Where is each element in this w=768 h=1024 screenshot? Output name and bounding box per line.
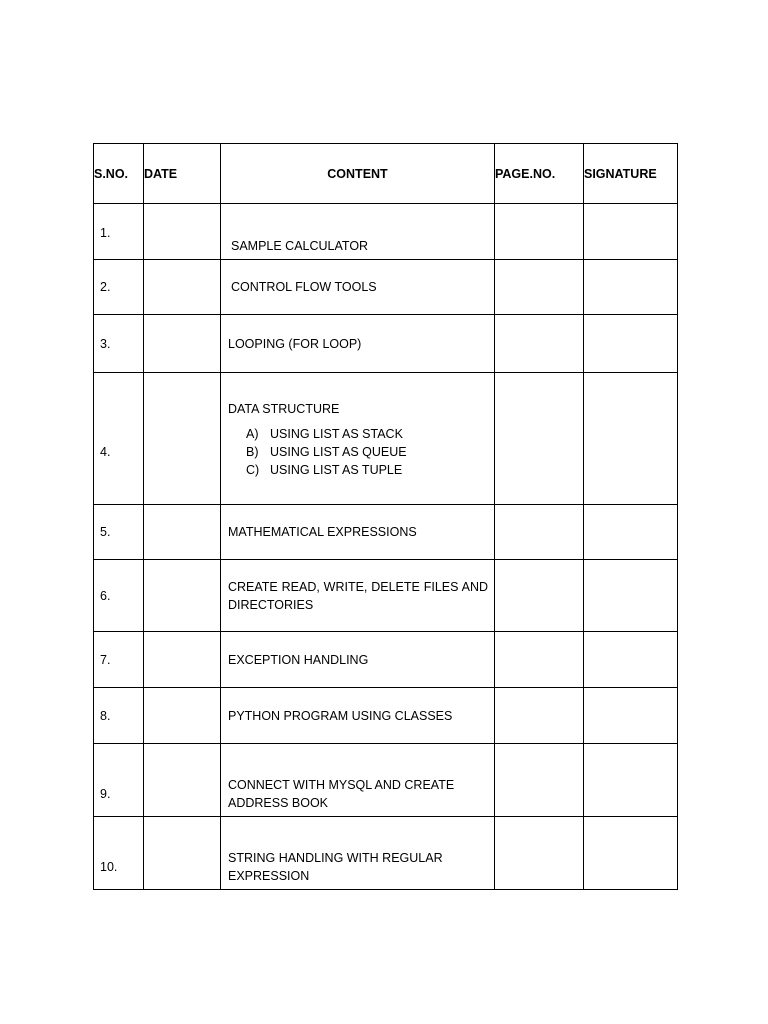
list-item-text: USING LIST AS TUPLE: [270, 462, 403, 477]
content-cell: [221, 744, 495, 817]
sno-cell: [94, 688, 144, 744]
list-item-text: USING LIST AS STACK: [270, 426, 403, 441]
table-row: [94, 373, 678, 505]
row-sno: 5.: [100, 525, 111, 539]
page-no-cell: [495, 315, 584, 373]
row-content: [221, 822, 494, 885]
row-content-line: CONNECT WITH MYSQL AND CREATE: [228, 777, 455, 792]
sno-cell: [94, 315, 144, 373]
table-row: [94, 315, 678, 373]
row-content: EXCEPTION HANDLING: [228, 652, 369, 667]
row-content-line: STRING HANDLING WITH REGULAR: [228, 850, 443, 865]
sno-cell: [94, 817, 144, 890]
list-item-text: USING LIST AS QUEUE: [270, 444, 407, 459]
table-row: [94, 817, 678, 890]
sno-cell: [94, 632, 144, 688]
signature-cell: [584, 315, 678, 373]
row-content: DATA STRUCTURE: [228, 401, 340, 416]
row-sno: 4.: [100, 445, 111, 459]
row-content-line: DIRECTORIES: [228, 597, 314, 612]
signature-cell: [584, 632, 678, 688]
list-marker: B): [246, 444, 259, 459]
list-item: [246, 461, 488, 479]
row-content-block: [221, 375, 494, 503]
row-content: SAMPLE CALCULATOR: [231, 239, 369, 253]
date-cell: [144, 373, 221, 505]
row-sno: 7.: [100, 652, 111, 667]
signature-cell: [584, 373, 678, 505]
sno-cell: [94, 744, 144, 817]
date-cell: [144, 204, 221, 260]
index-table: [93, 143, 678, 890]
table-row: [94, 505, 678, 560]
page-no-cell: [495, 204, 584, 260]
table-row: [94, 560, 678, 632]
page-no-cell: [495, 373, 584, 505]
content-cell: [221, 204, 495, 260]
table-header: [94, 144, 678, 204]
content-cell: [221, 260, 495, 315]
date-cell: [144, 260, 221, 315]
content-cell: [221, 688, 495, 744]
content-cell: [221, 817, 495, 890]
signature-cell: [584, 560, 678, 632]
header-sno: S.NO.: [94, 144, 144, 204]
row-content: CONTROL FLOW TOOLS: [231, 280, 377, 294]
date-cell: [144, 505, 221, 560]
date-cell: [144, 632, 221, 688]
date-cell: [144, 817, 221, 890]
row-sno: 8.: [100, 708, 111, 723]
sno-cell: [94, 505, 144, 560]
signature-cell: [584, 260, 678, 315]
content-cell: [221, 560, 495, 632]
row-content-line: EXPRESSION: [228, 868, 310, 883]
list-marker: A): [246, 426, 259, 441]
list-item: [246, 443, 488, 461]
page-no-cell: [495, 260, 584, 315]
date-cell: [144, 744, 221, 817]
signature-cell: [584, 744, 678, 817]
date-cell: [144, 688, 221, 744]
page-no-cell: [495, 817, 584, 890]
row-sno: 1.: [100, 226, 111, 240]
list-marker: C): [246, 462, 260, 477]
sno-cell: [94, 204, 144, 260]
content-cell: [221, 315, 495, 373]
date-cell: [144, 560, 221, 632]
row-sno: 10.: [100, 859, 118, 874]
table-row: [94, 744, 678, 817]
table-body: [94, 204, 678, 890]
content-cell: [221, 632, 495, 688]
table-row: [94, 204, 678, 260]
sno-cell: [94, 560, 144, 632]
header-signature: SIGNATURE: [584, 144, 678, 204]
signature-cell: [584, 204, 678, 260]
header-content: CONTENT: [221, 144, 495, 204]
content-cell: [221, 505, 495, 560]
page-no-cell: [495, 560, 584, 632]
page-no-cell: [495, 688, 584, 744]
signature-cell: [584, 688, 678, 744]
page-no-cell: [495, 744, 584, 817]
row-sno: 9.: [100, 786, 111, 801]
row-sno: 6.: [100, 588, 111, 603]
row-content: LOOPING (FOR LOOP): [228, 336, 362, 351]
row-content: MATHEMATICAL EXPRESSIONS: [228, 525, 417, 539]
list-item: [246, 425, 488, 443]
table-row: [94, 260, 678, 315]
signature-cell: [584, 817, 678, 890]
page-no-cell: [495, 632, 584, 688]
row-content-line: ADDRESS BOOK: [228, 795, 329, 810]
content-cell: [221, 373, 495, 505]
table-row: [94, 632, 678, 688]
row-content: [221, 578, 494, 614]
row-sno: 2.: [100, 280, 111, 294]
page-no-cell: [495, 505, 584, 560]
header-row: [94, 144, 678, 204]
sno-cell: [94, 373, 144, 505]
row-content: [221, 749, 494, 812]
header-page-no: PAGE.NO.: [495, 144, 584, 204]
table-row: [94, 688, 678, 744]
sub-item-list: [246, 425, 488, 479]
row-content-line: CREATE READ, WRITE, DELETE FILES AND: [228, 579, 488, 594]
signature-cell: [584, 505, 678, 560]
row-sno: 3.: [100, 336, 111, 351]
row-content: PYTHON PROGRAM USING CLASSES: [228, 708, 453, 723]
header-date: DATE: [144, 144, 221, 204]
sno-cell: [94, 260, 144, 315]
date-cell: [144, 315, 221, 373]
